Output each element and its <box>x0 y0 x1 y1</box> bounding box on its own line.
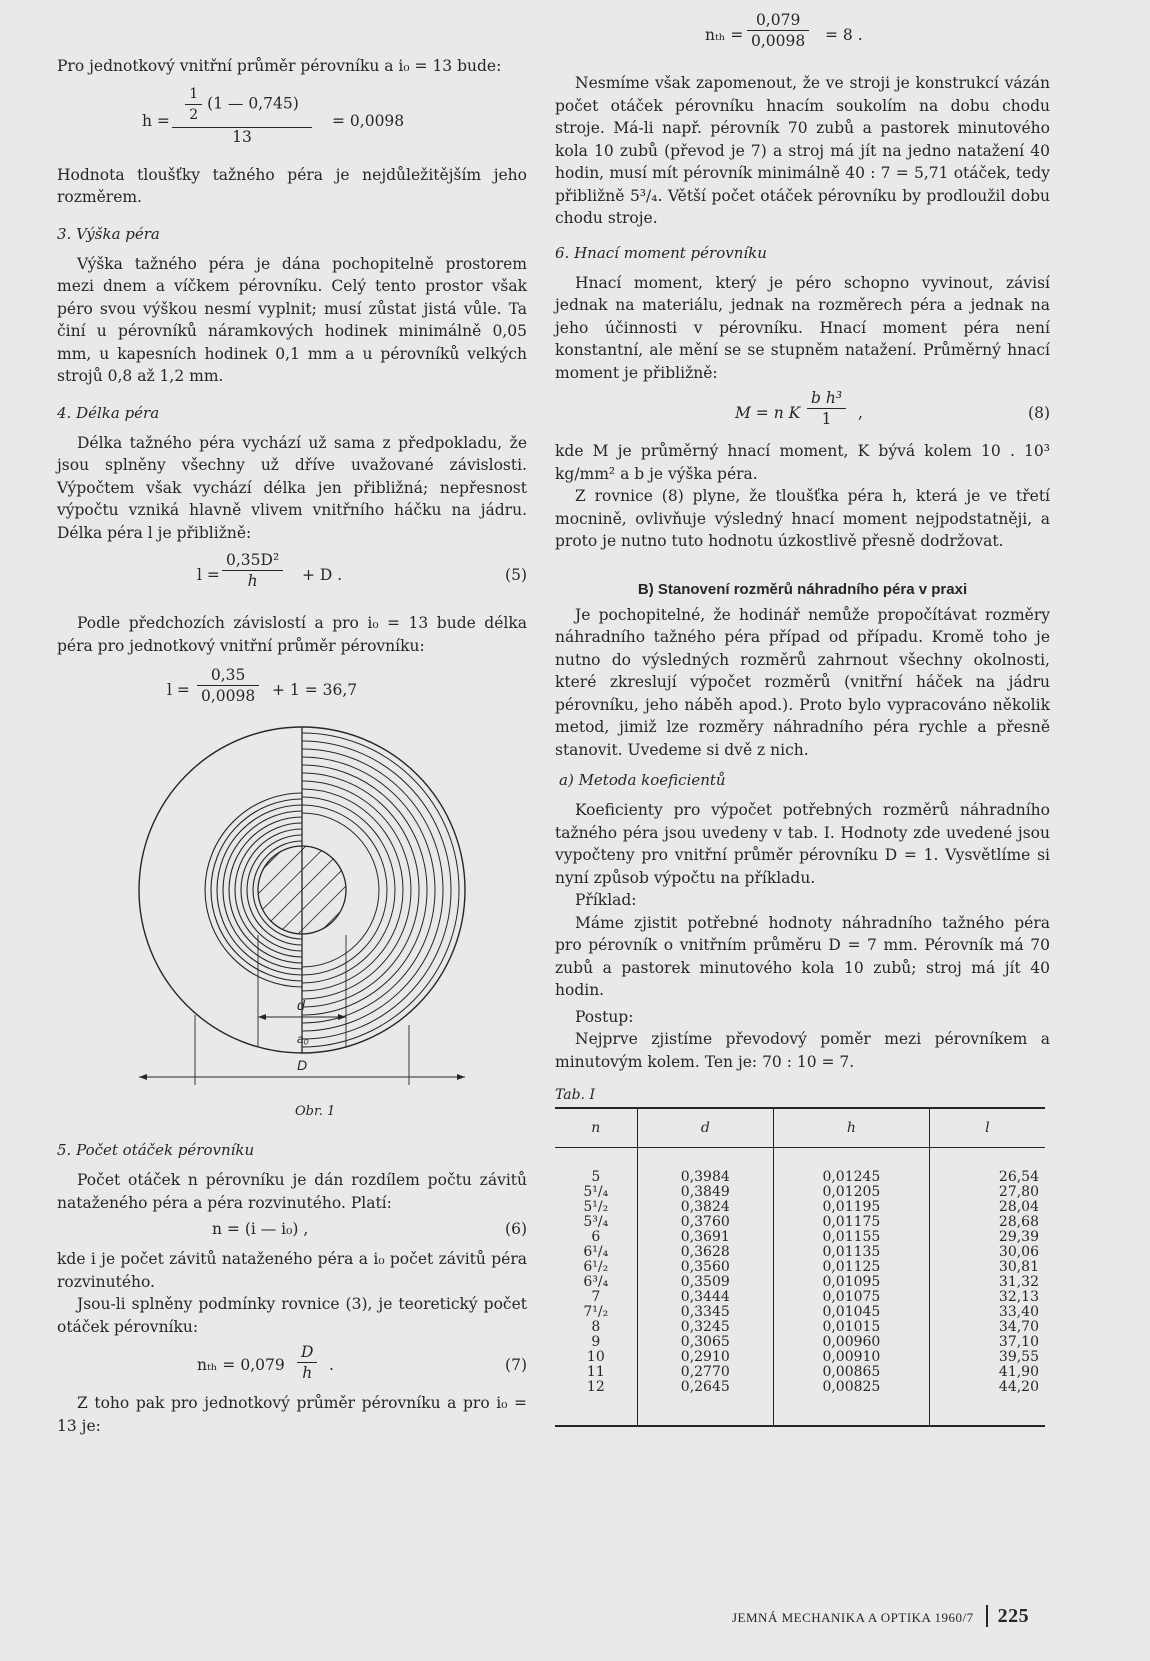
table-cell: 5 <box>591 1169 601 1185</box>
paragraph: Výška tažného péra je dána pochopitelně prostorem mezi dnem a víčkem pérovníku. Celý tento prostor však péro svou výškou nesmí vyplnit; musí zůstat jistá vůle. Ta činí u pérovníků náramkových hodinek minimálně 0,05 mm, u kapesních hodinek 0,1 mm a u pérovníků velkých strojů 0,8 až 1,2 mm. <box>57 254 527 385</box>
section-heading: 5. Počet otáček pérovníku <box>57 1141 255 1159</box>
fraction-half: $\frac{1}{2}$ <box>185 84 202 125</box>
fraction: $\frac{\text{b h³}}{1}$ <box>807 388 846 429</box>
equation-l: l = $\frac{0,35}{0,0098}$ + 1 = 36,7 <box>167 666 358 705</box>
table-cell: 0,01245 <box>773 1148 929 1186</box>
table-cell: 0,3245 <box>637 1320 773 1335</box>
paragraph: Hnací moment, který je péro schopno vyvinout, závisí jednak na materiálu, jednak na rozměrech péra a jednak na jeho účinnosti v pérovníku. Hnací moment péra není konstantní, ale mění se se stupněm natažení. Průměrný hnací moment je přibližně: <box>555 273 1050 382</box>
figure-caption: Obr. 1 <box>295 1104 336 1119</box>
paragraph: Podle předchozích závislostí a pro i₀ = 13 bude délka péra pro jednotkový vnitřní průměr pérovníku: <box>57 614 527 655</box>
table-cell: 0,01195 <box>773 1200 929 1215</box>
paragraph: Je pochopitelné, že hodinář nemůže propočítávat rozměry náhradního tažného péra případ od případu. Kromě toho je nutno do výsledných rozměrů zahrnout všechny okolnosti, které zkreslují výpočet rozměrů (vnitřní háček na jádru pérovníku, jeho náběh apod.). Proto bylo vypracováno několik metod, jimiž lze rozměry náhradního péra rychle a přesně stanovit. Uvedeme si dvě z nich. <box>555 605 1050 759</box>
table-cell: 0,2910 <box>637 1350 773 1365</box>
table-cell: 6¹/₂ <box>583 1259 609 1275</box>
equation-6: n = (i — i₀) , (6) <box>212 1220 527 1238</box>
table-cell: 30,81 <box>929 1260 1045 1275</box>
equation-number: (5) <box>505 566 527 584</box>
table-cell: 0,3065 <box>637 1335 773 1350</box>
table-cell: 0,00960 <box>773 1335 929 1350</box>
table-row <box>555 1380 1045 1426</box>
table-cell: 0,3560 <box>637 1260 773 1275</box>
table-cell: 0,3444 <box>637 1290 773 1305</box>
table-row <box>555 1260 1045 1275</box>
equation-rhs: = 0,0098 <box>332 111 405 130</box>
table-row <box>555 1350 1045 1365</box>
paragraph: Postup: <box>575 1007 634 1026</box>
equation-5: l = $\frac{\text{0,35D²}}{h}$ + D . (5) <box>197 551 527 590</box>
column-header: n <box>555 1108 637 1148</box>
table-cell: 0,3984 <box>637 1148 773 1186</box>
table-cell: 9 <box>591 1334 601 1350</box>
table-cell: 39,55 <box>929 1350 1045 1365</box>
paragraph: Délka tažného péra vychází už sama z předpokladu, že jsou splněny všechny už dříve uvažované závislosti. Výpočtem však vychází délka jen přibližná; nepřesnost výpočtu vzniká hlavně vlivem vnitřního háčku na jádru. Délka péra l je přibližně: <box>57 433 527 542</box>
left-column <box>57 55 527 1437</box>
section-heading: a) Metoda koeficientů <box>559 771 726 789</box>
figure-label-d: d <box>297 997 305 1013</box>
table-cell: 0,01175 <box>773 1215 929 1230</box>
paragraph: Z rovnice (8) plyne, že tloušťka péra h, která je ve třetí mocnině, ovlivňuje výsledný hnací moment nejpodstatněji, a proto je nutno tuto hodnotu úzkostlivě přesně dodržovat. <box>555 487 1050 550</box>
table-cell: 29,39 <box>929 1230 1045 1245</box>
table-cell: 28,04 <box>929 1200 1045 1215</box>
column-header: d <box>637 1108 773 1148</box>
table-row <box>555 1305 1045 1320</box>
table-cell: 11 <box>586 1364 605 1380</box>
section-heading: 4. Délka péra <box>57 403 160 422</box>
table-coefficients <box>555 1107 1045 1427</box>
fraction: $\frac{\text{0,35D²}}{h}$ <box>222 550 283 591</box>
table-header-row <box>555 1108 1045 1148</box>
paragraph: Nesmíme však zapomenout, že ve stroji je konstrukcí vázán počet otáček pérovníku hnacím soukolím na dobu chodu stroje. Má-li např. pérovník 70 zubů a pastorek minutového kola 10 zubů (převod je 7) a stroj má jít na jedno natažení 40 hodin, musí mít pérovník minimálně 40 : 7 = 5,71 otáček, tedy přibližně 5³/₄. Větší počet otáček pérovníku by prodloužil dobu chodu stroje. <box>555 74 1050 227</box>
fraction: $\frac{D}{h}$ <box>297 1342 317 1383</box>
paragraph: Příklad: <box>575 891 637 909</box>
table-cell: 12 <box>555 1380 637 1426</box>
table-row <box>555 1230 1045 1245</box>
table-cell: 0,01095 <box>773 1275 929 1290</box>
table-cell: 5¹/₂ <box>583 1199 609 1215</box>
table-cell: 30,06 <box>929 1245 1045 1260</box>
table-cell: 34,70 <box>929 1320 1045 1335</box>
table-cell: 0,01075 <box>773 1290 929 1305</box>
subsection-heading: B) Stanovení rozměrů náhradního péra v praxi <box>637 580 968 598</box>
table-cell: 0,01125 <box>773 1260 929 1275</box>
table-cell: 0,00910 <box>773 1350 929 1365</box>
table-cell: 0,3824 <box>637 1200 773 1215</box>
table-cell: 5¹/₄ <box>583 1184 609 1200</box>
table-cell: 44,20 <box>929 1380 1045 1426</box>
paragraph: kde i je počet závitů nataženého péra a i₀ počet závitů péra rozvinutého. <box>57 1250 527 1291</box>
equation-number: (6) <box>505 1220 527 1238</box>
paragraph: Počet otáček n pérovníku je dán rozdílem počtu závitů nataženého péra a péra rozvinutého. Platí: <box>57 1171 527 1212</box>
table-cell: 28,68 <box>929 1215 1045 1230</box>
table-cell: 6³/₄ <box>583 1274 609 1290</box>
table-cell: 7 <box>591 1289 601 1305</box>
table-cell: 0,01155 <box>773 1230 929 1245</box>
table-row <box>555 1275 1045 1290</box>
paragraph: Nejprve zjistíme převodový poměr mezi pérovníkem a minutovým kolem. Ten je: 70 : 10 = 7. <box>555 1030 1050 1071</box>
table-row <box>555 1185 1045 1200</box>
table-cell: 0,3628 <box>637 1245 773 1260</box>
table-cell: 37,10 <box>929 1335 1045 1350</box>
table-title: Tab. I <box>555 1087 595 1103</box>
table-cell: 0,3760 <box>637 1215 773 1230</box>
table-cell: 0,3849 <box>637 1185 773 1200</box>
table-cell: 0,3345 <box>637 1305 773 1320</box>
paragraph: Máme zjistit potřebné hodnoty náhradního tažného péra pro pérovník o vnitřním průměru D = 7 mm. Pérovník má 70 zubů a pastorek minutového kola 10 zubů; stroj má jít 40 hodin. <box>555 913 1050 999</box>
table-cell: 31,32 <box>929 1275 1045 1290</box>
page-footer <box>732 1605 1029 1628</box>
table-cell: 0,01135 <box>773 1245 929 1260</box>
table-row <box>555 1320 1045 1335</box>
paragraph: Z toho pak pro jednotkový průměr pérovníku a pro i₀ = 13 je: <box>57 1394 527 1435</box>
table-cell: 0,2645 <box>637 1380 773 1426</box>
table-cell: 6 <box>591 1229 601 1245</box>
equation-inner: (1 — 0,745) <box>207 94 299 112</box>
table-body <box>555 1148 1045 1427</box>
figure-label-D: D <box>297 1057 308 1073</box>
figure-spring-barrel <box>57 725 527 1125</box>
table-row <box>555 1290 1045 1305</box>
right-column <box>555 8 1050 1427</box>
table-cell: 0,01205 <box>773 1185 929 1200</box>
table-cell: 0,2770 <box>637 1365 773 1380</box>
paragraph: kde M je průměrný hnací moment, K bývá kolem 10 . 10³ kg/mm² a b je výška péra. <box>555 442 1050 483</box>
journal-name: JEMNÁ MECHANIKA A OPTIKA 1960/7 <box>732 1610 974 1625</box>
equation-number: (7) <box>505 1356 527 1374</box>
table-cell: 27,80 <box>929 1185 1045 1200</box>
table-cell: 10 <box>586 1349 605 1365</box>
page-number: 225 <box>986 1605 1030 1627</box>
equation-8: M = n K $\frac{\text{b h³}}{1}$ , (8) <box>735 389 1050 428</box>
table-cell: 0,00865 <box>773 1365 929 1380</box>
table-cell: 32,13 <box>929 1290 1045 1305</box>
table-row <box>555 1215 1045 1230</box>
table-cell: 6¹/₄ <box>583 1244 609 1260</box>
fraction: $\frac{0,079}{0,0098}$ <box>747 10 809 51</box>
table-cell: 0,00825 <box>773 1380 929 1426</box>
equation-lhs: h = <box>142 111 170 130</box>
equation-7: nₜₕ = 0,079 $\frac{D}{h}$ . (7) <box>197 1343 527 1382</box>
column-header: h <box>773 1108 929 1148</box>
table-cell: 0,01045 <box>773 1305 929 1320</box>
figure-label-a0: a₀ <box>297 1032 309 1046</box>
section-heading: 3. Výška péra <box>57 224 160 243</box>
table-cell: 0,01015 <box>773 1320 929 1335</box>
column-header: l <box>929 1108 1045 1148</box>
section-heading: 6. Hnací moment pérovníku <box>555 243 767 262</box>
fraction: $\frac{0,35}{0,0098}$ <box>197 665 259 706</box>
table-cell: 26,54 <box>929 1148 1045 1186</box>
table-cell: 0,3691 <box>637 1230 773 1245</box>
table-cell: 7¹/₂ <box>583 1304 609 1320</box>
table-row <box>555 1200 1045 1215</box>
table-cell: 41,90 <box>929 1365 1045 1380</box>
table-cell: 33,40 <box>929 1305 1045 1320</box>
table-cell: 5³/₄ <box>583 1214 609 1230</box>
table-row <box>555 1148 1045 1186</box>
paragraph: Koeficienty pro výpočet potřebných rozměrů náhradního tažného péra jsou uvedeny v tab. I. Hodnoty zde uvedené jsou vypočteny pro vnitřní průměr pérovníku D = 1. Vysvětlíme si nyní způsob výpočtu na příkladu. <box>555 801 1050 887</box>
equation-nth: nₜₕ = $\frac{0,079}{0,0098}$ = 8 . <box>705 11 863 50</box>
paragraph: Pro jednotkový vnitřní průměr pérovníku a i₀ = 13 bude: <box>57 57 502 75</box>
equation-denominator: 13 <box>172 127 312 146</box>
table-cell: 0,3509 <box>637 1275 773 1290</box>
paragraph: Jsou-li splněny podmínky rovnice (3), je teoretický počet otáček pérovníku: <box>57 1295 527 1336</box>
table-row <box>555 1365 1045 1380</box>
table-cell: 8 <box>591 1319 601 1335</box>
equation-h <box>57 84 527 164</box>
paragraph: Hodnota tloušťky tažného péra je nejdůležitějším jeho rozměrem. <box>57 165 527 206</box>
equation-number: (8) <box>1028 404 1050 422</box>
table-row <box>555 1245 1045 1260</box>
table-row <box>555 1335 1045 1350</box>
